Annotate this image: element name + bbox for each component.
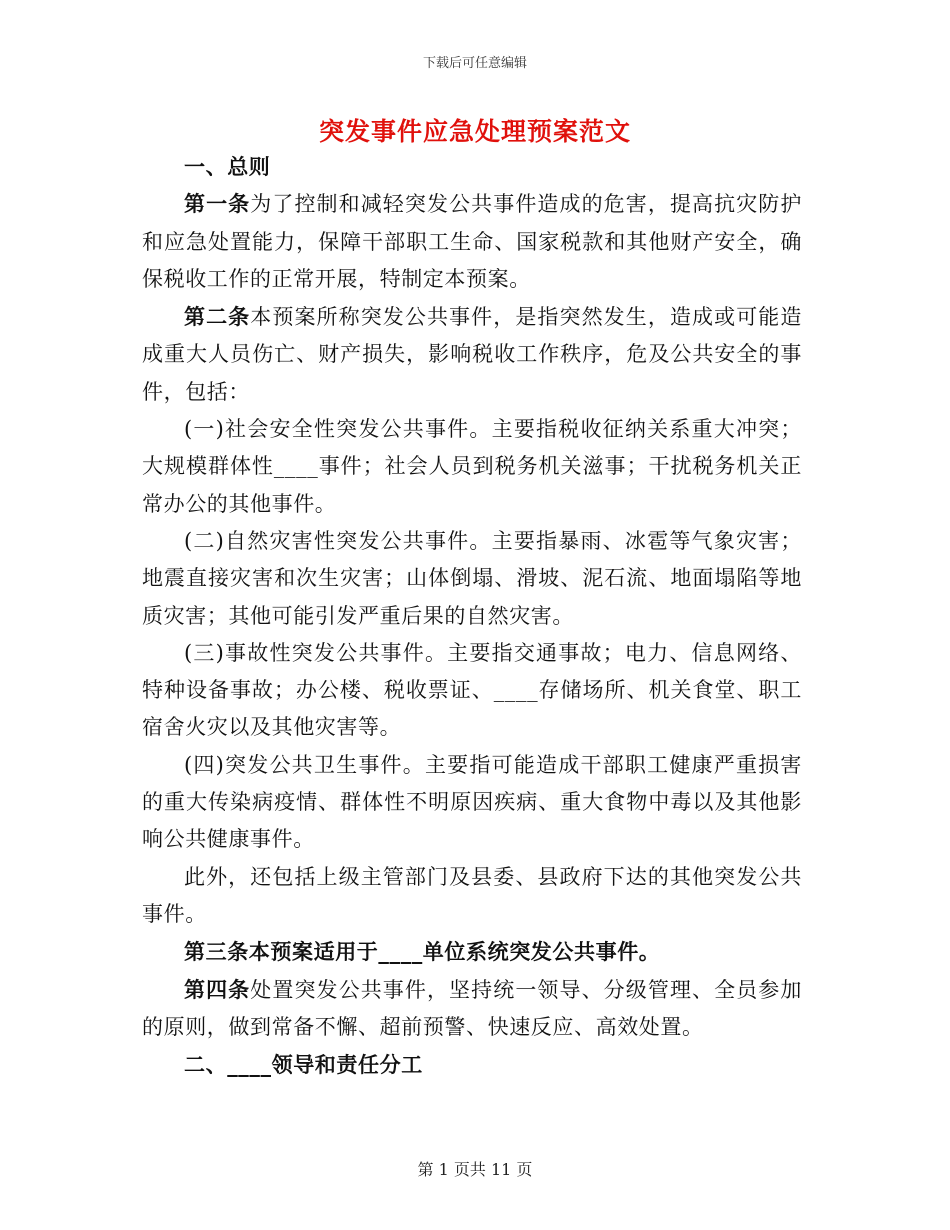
page-number: 第 1 页共 11 页 bbox=[417, 1160, 533, 1179]
document-title: 突发事件应急处理预案范文 bbox=[318, 117, 631, 146]
article-1-lead: 第一条 bbox=[184, 191, 251, 217]
document-body bbox=[142, 148, 802, 1083]
list-item-accident: (三)事故性突发公共事件。主要指交通事故；电力、信息网络、特种设备事故；办公楼、税收票证、____存储场所、机关食堂、职工宿舍火灾以及其他灾害等。 bbox=[142, 640, 802, 740]
article-2-lead: 第二条 bbox=[184, 304, 251, 330]
article-3: 第三条本预案适用于____单位系统突发公共事件。 bbox=[184, 939, 661, 965]
list-item-natural-disaster: (二)自然灾害性突发公共事件。主要指暴雨、冰雹等气象灾害；地震直接灾害和次生灾害；山体倒塌、滑坡、泥石流、地面塌陷等地质灾害；其他可能引发严重后果的自然灾害。 bbox=[142, 528, 802, 628]
section-heading-leadership: 二、____领导和责任分工 bbox=[184, 1052, 423, 1078]
article-2 bbox=[142, 298, 802, 411]
article-1-text: 为了控制和减轻突发公共事件造成的危害，提高抗灾防护和应急处置能力，保障干部职工生命、国家税款和其他财产安全，确保税收工作的正常开展，特制定本预案。 bbox=[142, 192, 802, 291]
article-1 bbox=[142, 185, 802, 298]
article-4-text: 处置突发公共事件，坚持统一领导、分级管理、全员参加的原则，做到常备不懈、超前预警、快速反应、高效处置。 bbox=[142, 977, 802, 1039]
article-2-text: 本预案所称突发公共事件，是指突然发生，造成或可能造成重大人员伤亡、财产损失，影响税收工作秩序，危及公共安全的事件，包括： bbox=[142, 305, 802, 404]
additional-events-paragraph: 此外，还包括上级主管部门及县委、县政府下达的其他突发公共事件。 bbox=[142, 864, 802, 926]
list-item-social-safety: (一)社会安全性突发公共事件。主要指税收征纳关系重大冲突；大规模群体性____事件；社会人员到税务机关滋事；干扰税务机关正常办公的其他事件。 bbox=[142, 417, 802, 516]
header-note: 下载后可任意编辑 bbox=[422, 56, 527, 71]
section-heading-general: 一、总则 bbox=[184, 154, 271, 179]
article-4-lead: 第四条 bbox=[184, 976, 251, 1002]
article-4 bbox=[142, 971, 802, 1047]
list-item-public-health: (四)突发公共卫生事件。主要指可能造成干部职工健康严重损害的重大传染病疫情、群体性不明原因疾病、重大食物中毒以及其他影响公共健康事件。 bbox=[142, 752, 802, 852]
